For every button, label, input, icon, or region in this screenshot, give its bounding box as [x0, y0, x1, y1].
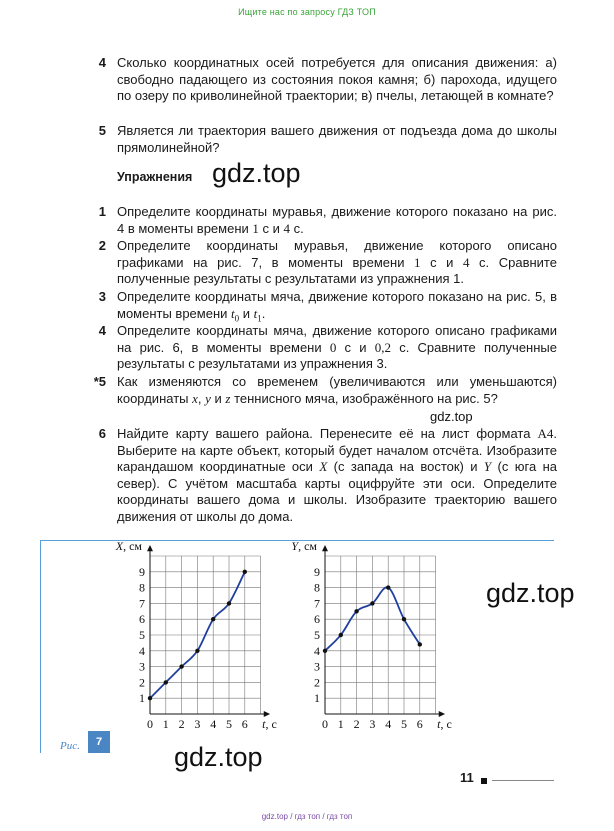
page-number: 11 [460, 770, 474, 785]
x-tick-label: 1 [337, 717, 344, 731]
y-tick-label: 3 [139, 659, 145, 674]
figure-caption: Рис. [60, 740, 80, 752]
data-point [211, 617, 215, 621]
watermark: gdz.top [174, 742, 263, 772]
x-tick-label: 0 [147, 717, 153, 731]
data-point [148, 696, 152, 700]
data-point [418, 642, 422, 646]
y-tick-label: 4 [314, 643, 320, 658]
x-tick-label: 2 [353, 717, 360, 731]
exercises-heading: Упражнения [117, 170, 193, 184]
exercise-text: Определите координаты муравья, движение которого описано графиками на рис. 7, в моменты времени 1 с и 4 с. Сравните полученные результаты с результатами из упражнения 1. [117, 238, 557, 287]
question-number: 5 [98, 123, 106, 138]
y-tick-label: 9 [314, 564, 320, 579]
watermark: gdz.top [486, 578, 575, 608]
x-tick-label: 5 [401, 717, 407, 731]
x-tick-label: 3 [194, 717, 201, 731]
data-point [243, 570, 247, 574]
y-tick-label: 2 [314, 675, 320, 690]
footer-note: gdz.top / гдз топ / гдз топ [261, 812, 353, 821]
y-axis-arrow [322, 545, 328, 551]
question-text: Сколько координатных осей потребуется для описания движения: а) свободно падающего из состояния покоя камня; б) парохода, идущего по озеру по криволинейной траектории; в) пчелы, летающей в комнате? [117, 55, 557, 104]
page-marker [481, 778, 487, 784]
data-point [339, 633, 343, 637]
data-point [354, 609, 358, 613]
y-tick-label: 1 [139, 691, 145, 706]
y-tick-label: 3 [314, 659, 320, 674]
exercise-number: 4 [98, 323, 106, 338]
y-tick-label: 5 [314, 628, 320, 642]
x-axis-label: t, с [437, 717, 452, 731]
x-tick-label: 6 [416, 717, 423, 731]
exercise-number: 1 [98, 204, 106, 219]
data-point [195, 649, 199, 653]
x-tick-label: 5 [226, 717, 232, 731]
figure-number: 7 [88, 731, 110, 753]
question-text: Является ли траектория вашего движения от подъезда дома до школы прямолинейной? [117, 123, 557, 155]
watermark: gdz.top [212, 158, 301, 188]
x-tick-label: 2 [178, 717, 185, 731]
exercise-text: Определите координаты мяча, движение которого показано на рис. 5, в моменты времени $t_0$ и $t_1$. [117, 289, 557, 324]
x-tick-label: 4 [385, 717, 392, 731]
exercise-number: 3 [98, 289, 106, 304]
y-tick-label: 9 [139, 564, 145, 579]
y-tick-label: 2 [139, 675, 145, 690]
y-tick-label: 6 [139, 612, 145, 627]
y-tick-label: 7 [139, 596, 145, 611]
data-point [323, 649, 327, 653]
x-tick-label: 3 [369, 717, 376, 731]
y-tick-label: 8 [139, 580, 145, 595]
y-tick-label: 1 [314, 691, 320, 706]
x-axis-label: t, с [262, 717, 277, 731]
header-note: Ищите нас по запросу ГДЗ ТОП [238, 7, 376, 17]
y-tick-label: 4 [139, 643, 145, 658]
exercise-text: Определите координаты муравья, движение которого показано на рис. 4 в моменты времени 1 с и 4 с. [117, 204, 557, 236]
data-point [386, 585, 390, 589]
watermark: gdz.top [430, 409, 473, 424]
chart-y-vs-t [275, 541, 465, 731]
data-point [179, 664, 183, 668]
y-tick-label: 7 [314, 596, 320, 611]
chart-x-vs-t [100, 541, 290, 731]
data-point [370, 601, 374, 605]
question-number: 4 [98, 55, 106, 70]
data-point [164, 680, 168, 684]
x-tick-label: 4 [210, 717, 217, 731]
exercise-text: Как изменяются со временем (увеличиваются или уменьшаются) координаты x, y и z теннисного мяча, изображённого на рис. 5? [117, 374, 557, 406]
exercise-number: 2 [98, 238, 106, 253]
exercise-text: Найдите карту вашего района. Перенесите её на лист формата A4. Выберите на карте объект, который будет началом отсчёта. Изобразите карандашом координатные оси X (с запада на восток) и Y (с юга на север). С учётом масштаба карты оцифруйте эти оси. Определите координаты вашего дома и школы. Изобразите траекторию вашего движения от школы до дома. [117, 426, 557, 524]
exercise-number: *5 [93, 374, 106, 389]
x-tick-label: 1 [162, 717, 169, 731]
data-point [227, 601, 231, 605]
y-tick-label: 6 [314, 612, 320, 627]
y-tick-label: 8 [314, 580, 320, 595]
exercise-number: 6 [98, 426, 106, 441]
y-tick-label: 5 [139, 628, 145, 642]
data-point [402, 617, 406, 621]
y-axis-label: X, см [115, 541, 142, 553]
exercise-text: Определите координаты мяча, движение которого описано графиками на рис. 6, в моменты времени 0 с и 0,2 с. Сравните полученные результаты с результатами из упражнения 3. [117, 323, 557, 372]
y-axis-arrow [147, 545, 153, 551]
y-axis-label: Y, см [291, 541, 317, 553]
x-tick-label: 6 [241, 717, 248, 731]
page-rule [492, 780, 554, 781]
x-tick-label: 0 [322, 717, 328, 731]
figure-frame-left [40, 540, 41, 753]
